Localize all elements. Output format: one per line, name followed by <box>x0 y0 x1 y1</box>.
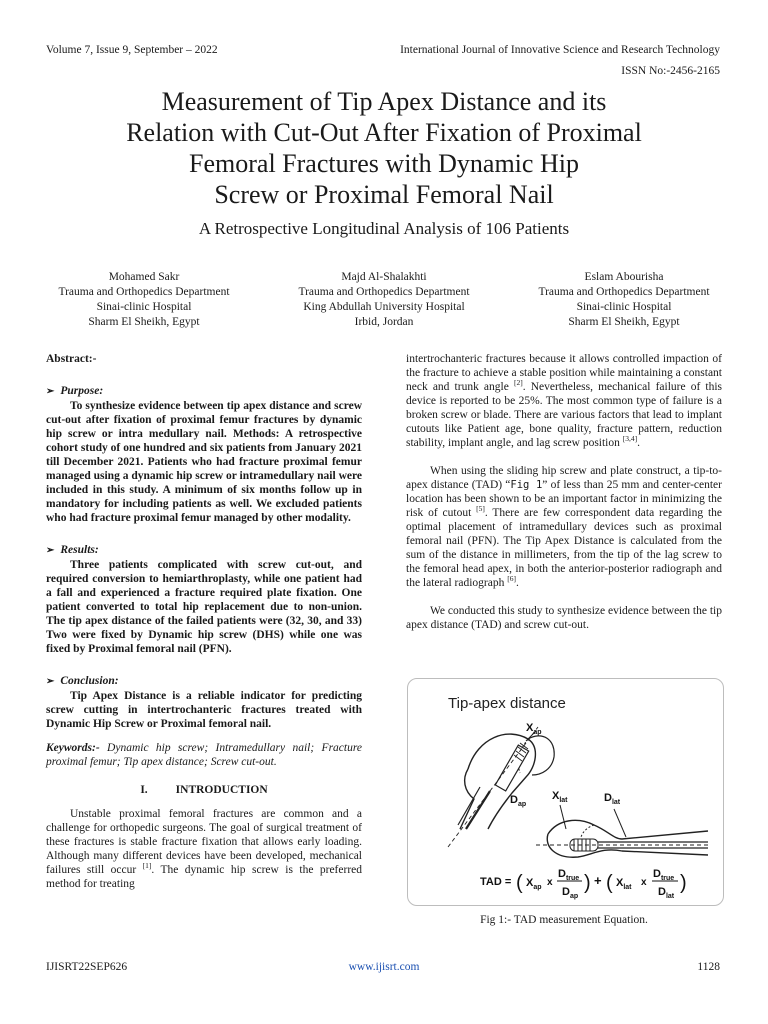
body-text: . <box>515 577 519 589</box>
author-block <box>24 270 264 330</box>
title-line: Measurement of Tip Apex Distance and its <box>161 87 607 116</box>
intro-paragraph <box>46 807 362 891</box>
figure-tad-diagram <box>407 678 724 906</box>
tad-illustration <box>408 679 723 905</box>
citation[interactable]: [5] <box>476 504 485 514</box>
body-text: ” of less than 25 mm and center-center location has been shown to be an important factor in minimizing the risk of cutout <box>406 479 722 519</box>
author-name: Majd Al-Shalakhti <box>341 271 427 283</box>
x-lat-arrow <box>560 805 566 829</box>
body-text: intertrochanteric fractures because it allows controlled impaction of the fracture to achieve a stable position while maintaining a constant neck and trunk angle <box>406 353 722 393</box>
title-line: Screw or Proximal Femoral Nail <box>214 180 554 209</box>
label-x-ap: $X_{ap}$ <box>526 722 542 736</box>
paper-subtitle: A Retrospective Longitudinal Analysis of 106 Patients <box>198 219 570 238</box>
eq-d-ap: $D_{ap}$ <box>562 886 579 900</box>
citation[interactable]: [3,4] <box>622 434 638 444</box>
paper-title <box>40 86 728 210</box>
title-line: Relation with Cut-Out After Fixation of Proximal <box>126 118 642 147</box>
d-lat-arrow <box>614 809 626 837</box>
author-name: Eslam Abourisha <box>584 271 664 283</box>
paren-open: ( <box>606 872 613 894</box>
eq-d-lat: $D_{lat}$ <box>658 886 675 900</box>
citation[interactable]: [2] <box>513 378 523 388</box>
intro-text: Unstable proximal femoral fractures are common and a challenge for orthopedic surgeons. The goal of surgical treatment of these fractures is stable fracture fixation that allows early loading. Although many different devices have been developed, mechanical failures still occur <box>46 808 362 876</box>
figure-title: Tip-apex distance <box>448 695 566 712</box>
paren-close: ) <box>680 872 687 894</box>
author-institution: Sinai-clinic Hospital <box>96 301 192 313</box>
journal-url[interactable]: www.ijisrt.com <box>348 961 420 973</box>
label-d-ap: $D_{ap}$ <box>510 794 527 808</box>
author-list <box>24 270 744 330</box>
eq-d-true-lat: $D_{true}$ <box>653 868 675 882</box>
journal-name: International Journal of Innovative Science and Research Technology <box>400 44 720 56</box>
author-block <box>504 270 744 330</box>
paren-close: ) <box>584 872 591 894</box>
figure-reference[interactable]: Fig 1 <box>510 479 543 491</box>
eq-d-true: $D_{true}$ <box>558 868 580 882</box>
author-location: Sharm El Sheikh, Egypt <box>568 316 680 328</box>
body-paragraph: We conducted this study to synthesize evidence between the tip apex distance (TAD) and screw cut-out. <box>406 605 722 631</box>
body-text: When using the sliding hip screw and plate construct, a tip-to-apex distance (TAD) “ <box>406 465 722 491</box>
section-title: INTRODUCTION <box>175 784 268 796</box>
author-dept: Trauma and Orthopedics Department <box>298 286 470 298</box>
author-institution: King Abdullah University Hospital <box>303 301 465 313</box>
right-column <box>406 352 722 632</box>
author-dept: Trauma and Orthopedics Department <box>538 286 710 298</box>
author-block <box>264 270 504 330</box>
conclusion-text: Tip Apex Distance is a reliable indicator for predicting screw cutting in intertrochanteric fractures treated with Dynamic Hip Screw or Proximal femoral nail. <box>46 690 362 730</box>
keywords-text: Dynamic hip screw; Intramedullary nail; Fracture proximal femur; Tip apex distance; Screw cut-out. <box>46 742 363 768</box>
body-text: . <box>637 437 641 449</box>
body-text: . There are few correspondent data regarding the optimal placement of intramedullary devices such as proximal femoral nail (PFN). The Tip Apex Distance is calculated from the sum of the distance in millimeters, from the tip of the lag screw to the femoral head apex, in both the anterior-posterior radiograph and the lateral radiograph <box>406 507 722 589</box>
section-number: I. <box>140 784 148 796</box>
times-sign: x <box>641 877 647 888</box>
author-dept: Trauma and Orthopedics Department <box>58 286 230 298</box>
issn: ISSN No:-2456-2165 <box>621 65 720 77</box>
eq-x-lat: $X_{lat}$ <box>616 877 632 891</box>
paren-open: ( <box>516 872 523 894</box>
citation[interactable]: [1] <box>142 861 152 871</box>
body-paragraph <box>406 464 722 590</box>
label-x-lat: $X_{lat}$ <box>552 790 568 804</box>
author-location: Irbid, Jordan <box>354 316 414 328</box>
purpose-heading: ➢ Purpose: <box>46 384 362 399</box>
author-name: Mohamed Sakr <box>108 271 180 283</box>
lateral-lag-screw <box>570 839 708 851</box>
keywords <box>46 741 362 769</box>
volume-issue: Volume 7, Issue 9, September – 2022 <box>46 44 218 56</box>
equation-lhs: TAD = <box>480 876 512 888</box>
eq-x-ap: $X_{ap}$ <box>526 877 542 891</box>
page-number: 1128 <box>697 961 720 973</box>
author-location: Sharm El Sheikh, Egypt <box>88 316 200 328</box>
abstract-label: Abstract:- <box>46 353 97 365</box>
results-heading: ➢ Results: <box>46 543 362 558</box>
lateral-femur-drawing <box>547 820 708 857</box>
ap-axis-line <box>448 727 538 847</box>
body-paragraph <box>406 352 722 450</box>
label-d-lat: $D_{lat}$ <box>604 792 621 806</box>
left-column <box>46 352 362 891</box>
intro-text: . The dynamic hip screw is the preferred method for treating <box>46 864 363 890</box>
paper-id: IJISRT22SEP626 <box>46 961 128 973</box>
plus-sign: + <box>594 873 602 888</box>
results-text: Three patients complicated with screw cut-out, and required conversion to hemiarthroplasty, while one patient had a fall and experienced a fracture required plate fixation. One patient converted to total hip replacement due to non-union. The tip apex distance of the failed patients were (32, 30, and 33) Two were fixed by Dynamic hip screw (DHS) while one was fixed by Proximal femoral nail (PFN). <box>46 559 362 655</box>
section-heading <box>46 783 362 797</box>
purpose-text: To synthesize evidence between tip apex distance and screw cut-out after fixation of proximal femur fractures by dynamic hip screw or intra medullary nail. Methods: A retrospective cohort study of one hundred and six patients from January 2021 till December 2021. Patients who had fracture proximal femur managed using a dynamic hip screw or intramedullary nail were included in this study. A minimum of six months follow up in mandatory for including patients as well. We excluded patients who had fracture proximal femur managed by other modality. <box>46 400 362 524</box>
figure-caption: Fig 1:- TAD measurement Equation. <box>480 914 648 926</box>
author-institution: Sinai-clinic Hospital <box>576 301 672 313</box>
times-sign: x <box>547 877 553 888</box>
citation[interactable]: [6] <box>507 574 516 584</box>
title-line: Femoral Fractures with Dynamic Hip <box>189 149 579 178</box>
body-text: . Nevertheless, mechanical failure of this device is reported to be 25%. The most common type of failure is a broken screw or blade. There are various factors that lead to implant cutouts like Patient age, bone quality, fracture pattern, reduction stability, implant angle, and lag screw position <box>406 381 723 449</box>
conclusion-heading: ➢ Conclusion: <box>46 674 362 689</box>
keywords-label: Keywords:- <box>46 742 100 754</box>
tad-equation <box>480 868 687 900</box>
